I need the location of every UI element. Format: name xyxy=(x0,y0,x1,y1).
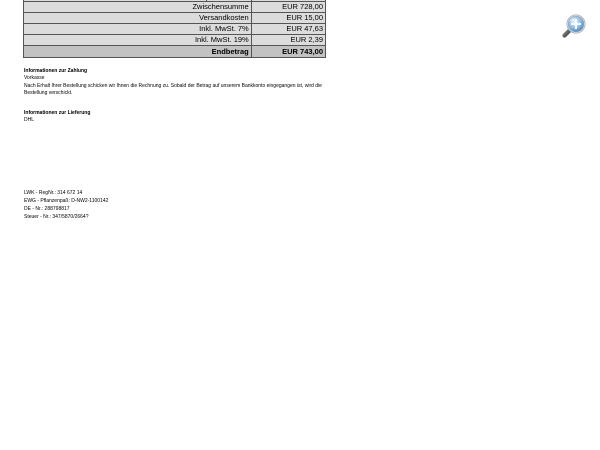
table-row xyxy=(24,35,326,46)
payment-info xyxy=(24,68,324,97)
vat7-value: EUR 47,63 xyxy=(251,24,325,35)
table-row xyxy=(24,13,326,24)
payment-note: Nach Erhalt Ihrer Bestellung schicken wir Ihnen die Rechnung zu. Sobald der Betrag auf unserem Bankkonto eingegangen ist, wird die Bestellung verschickt. xyxy=(24,82,322,96)
company-line: DE - Nr.: 288798817 xyxy=(24,206,70,212)
company-line: EWG - Pflanzenpaß: D-NW2-1100142 xyxy=(24,198,109,204)
totals-table xyxy=(23,0,326,58)
company-line: LWK - RegNr.: 314 672 14 xyxy=(24,190,83,196)
company-line: Steuer - Nr.: 347/5870/2664? xyxy=(24,214,89,220)
total-value: EUR 743,00 xyxy=(251,46,325,58)
table-row xyxy=(24,24,326,35)
shipping-value: EUR 15,00 xyxy=(251,13,325,24)
total-label: Endbetrag xyxy=(24,46,252,58)
payment-heading: Informationen zur Zahlung xyxy=(24,68,88,74)
company-info xyxy=(24,189,324,221)
zoom-in-button[interactable] xyxy=(562,12,588,38)
table-row-total xyxy=(24,46,326,58)
subtotal-label: Zwischensumme xyxy=(24,2,252,13)
subtotal-value: EUR 728,00 xyxy=(251,2,325,13)
delivery-info xyxy=(24,110,324,125)
shipping-label: Versandkosten xyxy=(24,13,252,24)
payment-method: Vorkasse xyxy=(24,75,45,82)
vat19-label: Inkl. MwSt. 19% xyxy=(24,35,252,46)
table-row xyxy=(24,2,326,13)
vat7-label: Inkl. MwSt. 7% xyxy=(24,24,252,35)
delivery-heading: Informationen zur Lieferung xyxy=(24,110,91,116)
zoom-in-icon xyxy=(562,12,588,38)
vat19-value: EUR 2,39 xyxy=(251,35,325,46)
delivery-carrier: DHL xyxy=(24,117,35,124)
